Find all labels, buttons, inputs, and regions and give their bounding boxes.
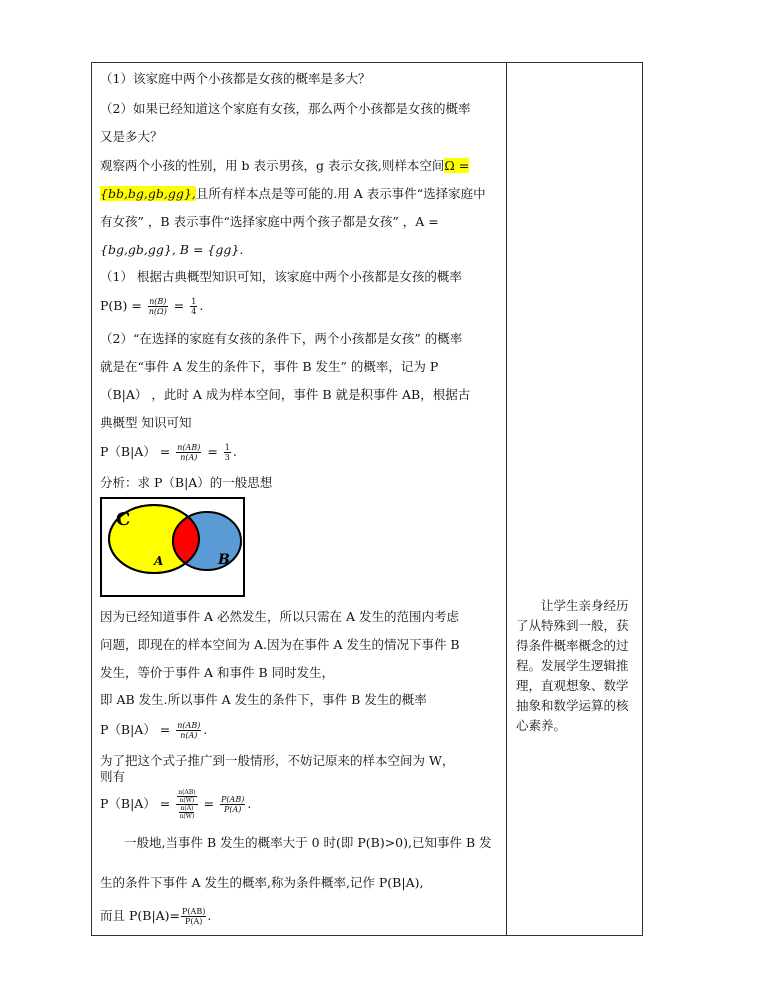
observation-tail: 且所有样本点是等可能的.用 A 表示事件“选择家庭中 — [195, 186, 486, 201]
reasoning-line-1: 因为已经知道事件 A 必然发生，所以只需在 A 发生的范围内考虑 — [100, 609, 459, 624]
observation-text: 观察两个小孩的性别，用 b 表示男孩，g 表示女孩,则样本空间 — [100, 158, 445, 173]
fraction-result: $\frac{1}{4}$ — [191, 297, 197, 316]
definition-line-1: 一般地,当事件 B 发生的概率大于 0 时(即 P(B)>0),已知事件 B 发 — [124, 835, 492, 850]
question-2-line-1: （2）如果已经知道这个家庭有女孩，那么两个小孩都是女孩的概率 — [100, 101, 471, 116]
solution-2-line-3: （B|A） ，此时 A 成为样本空间，事件 B 就是积事件 AB，根据古 — [100, 387, 471, 402]
solution-2-line-1: （2）“在选择的家庭有女孩的条件下，两个小孩都是女孩” 的概率 — [100, 331, 463, 346]
formula-lhs: P（B|A） = — [100, 796, 171, 811]
sample-space-set: {bb,bg,gb,gg}, — [100, 186, 196, 201]
formula-pba-1: P（B|A） = $\frac{n(AB)}{n(A)}$ = $\frac{1}{3}$ . — [100, 443, 237, 462]
formula-lhs: P(B) = — [100, 298, 142, 313]
compound-fraction: $\frac{\frac{n(AB)}{n(W)}}{\frac{n(A)}{n(W)}}$ — [178, 789, 196, 820]
generalize-line-2: 则有 — [100, 769, 126, 784]
formula-pba-2: P（B|A） = $\frac{n(AB)}{n(A)}$ . — [100, 721, 208, 740]
venn-diagram — [100, 497, 245, 597]
venn-label-a: A — [154, 554, 164, 568]
formula-lhs: P（B|A） = — [100, 722, 171, 737]
venn-label-c: C — [116, 509, 131, 530]
observation-line-3: 有女孩” ，B 表示事件“选择家庭中两个孩子都是女孩” ，A = — [100, 214, 439, 229]
column-divider — [506, 63, 507, 935]
formula-lhs: P（B|A） = — [100, 444, 171, 459]
fraction-result: $\frac{P(AB)}{P(A)}$ — [221, 795, 245, 814]
lesson-table — [91, 62, 643, 936]
generalize-line-1: 为了把这个式子推广到一般情形，不妨记原来的样本空间为 W， — [100, 753, 455, 768]
reasoning-line-4: 即 AB 发生.所以事件 A 发生的条件下，事件 B 发生的概率 — [100, 692, 427, 707]
definition-line-2: 生的条件下事件 A 发生的概率,称为条件概率,记作 P(B|A), — [100, 875, 424, 890]
fraction: $\frac{n(AB)}{n(A)}$ — [177, 721, 201, 740]
fraction: $\frac{P(AB)}{P(A)}$ — [182, 907, 206, 926]
solution-1-text: （1） 根据古典概型知识可知，该家庭中两个小孩都是女孩的概率 — [100, 269, 462, 284]
fraction: $\frac{n(AB)}{n(A)}$ — [177, 443, 201, 462]
observation-line-2 — [100, 186, 486, 202]
formula-lhs: 而且 P(B|A)= — [100, 908, 181, 923]
venn-label-b: B — [218, 552, 230, 568]
reasoning-line-3: 发生，等价于事件 A 和事件 B 同时发生， — [100, 665, 335, 680]
solution-2-line-2: 就是在“事件 A 发生的条件下，事件 B 发生” 的概率，记为 P — [100, 359, 439, 374]
omega-highlight: Ω = — [444, 158, 470, 173]
fraction-result: $\frac{1}{3}$ — [224, 443, 230, 462]
question-1: （1）该家庭中两个小孩都是女孩的概率是多大？ — [100, 71, 371, 86]
question-2-line-2: 又是多大？ — [100, 129, 163, 144]
observation-line-1 — [100, 158, 469, 174]
formula-pba-3: P（B|A） = $\frac{\frac{n(AB)}{n(W)}}{\frac{n(A)}{n(W)}}$ = $\frac{P(AB)}{P(A)}$ . — [100, 789, 252, 820]
analysis-heading: 分析：求 P（B|A）的一般思想 — [100, 475, 273, 490]
design-intent-note: 让学生亲身经历了从特殊到一般，获得条件概率概念的过程。发展学生逻辑推理，直观想象、数学抽象和数学运算的核心素养。 — [516, 598, 629, 733]
venn-svg — [102, 499, 243, 595]
observation-line-4: {bg,gb,gg}, B = {gg}. — [100, 242, 244, 257]
fraction: $\frac{n(B)}{n(\Omega)}$ — [148, 297, 167, 316]
formula-pb: P(B) = $\frac{n(B)}{n(\Omega)}$ = $\frac{1}{4}$ . — [100, 297, 204, 316]
solution-2-line-4: 典概型 知识可知 — [100, 415, 192, 430]
reasoning-line-2: 问题，即现在的样本空间为 A.因为在事件 A 发生的情况下事件 B — [100, 637, 460, 652]
definition-formula: 而且 P(B|A)= $\frac{P(AB)}{P(A)}$ . — [100, 907, 212, 926]
